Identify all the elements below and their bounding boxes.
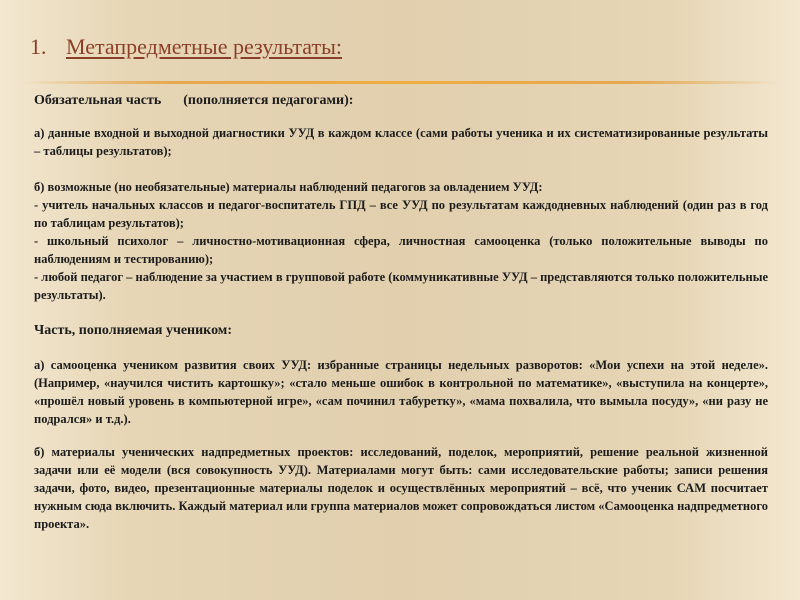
mandatory-heading-note: (пополняется педагогами): bbox=[183, 93, 354, 108]
mandatory-item-b bbox=[34, 178, 768, 304]
student-item-b: б) материалы ученических надпредметных проектов: исследований, поделок, мероприятий, решение реальной жизненной задачи или её модели (вся совокупность УУД). Материалами могут быть: сами исследовательские работы; записи решения задачи, фото, видео, презентационные материалы поделок и осуществлённых мероприятий – всё, что ученик САМ посчитает нужным сюда включить. Каждый материал или группа материалов может сопровождаться листом «Самооценка надпредметного проекта». bbox=[34, 445, 768, 531]
slide-title bbox=[30, 34, 342, 60]
title-text: Метапредметные результаты: bbox=[66, 34, 343, 59]
mandatory-item-b-teacher: - учитель начальных классов и педагог-воспитатель ГПД – все УУД по результатам каждодневных наблюдений (один раз в год по таблицам результатов); bbox=[34, 198, 768, 230]
student-item-a: а) самооценка учеником развития своих УУД: избранные страницы недельных разворотов: «Мои успехи на этой неделе». (Например, «научился чистить картошку»; «стало меньше ошибок в контрольной по математике», «выступила на концерте», «прошёл новый уровень в компьютерной игре», «сам починил табуретку», «мама похвалила, что вымыла посуду», «ни разу не подрался» и т.д.). bbox=[34, 358, 768, 426]
mandatory-item-b-intro: б) возможные (но необязательные) материалы наблюдений педагогов за овладением УУД: bbox=[34, 180, 543, 194]
mandatory-item-b-psychologist: - школьный психолог – личностно-мотивационная сфера, личностная самооценка (только положительные выводы по наблюдениям и тестированию); bbox=[34, 234, 768, 266]
title-divider bbox=[21, 81, 780, 84]
mandatory-heading-main: Обязательная часть bbox=[34, 93, 162, 108]
mandatory-part-heading bbox=[34, 92, 768, 110]
slide-body bbox=[34, 92, 768, 551]
title-number: 1. bbox=[30, 34, 47, 59]
mandatory-item-a: а) данные входной и выходной диагностики УУД в каждом классе (сами работы ученика и их систематизированные результаты – таблицы результатов); bbox=[34, 126, 768, 158]
student-part-heading: Часть, пополняемая учеником: bbox=[34, 323, 232, 338]
mandatory-item-b-any-teacher: - любой педагог – наблюдение за участием в групповой работе (коммуникативные УУД – представляются только положительные результаты). bbox=[34, 270, 768, 302]
